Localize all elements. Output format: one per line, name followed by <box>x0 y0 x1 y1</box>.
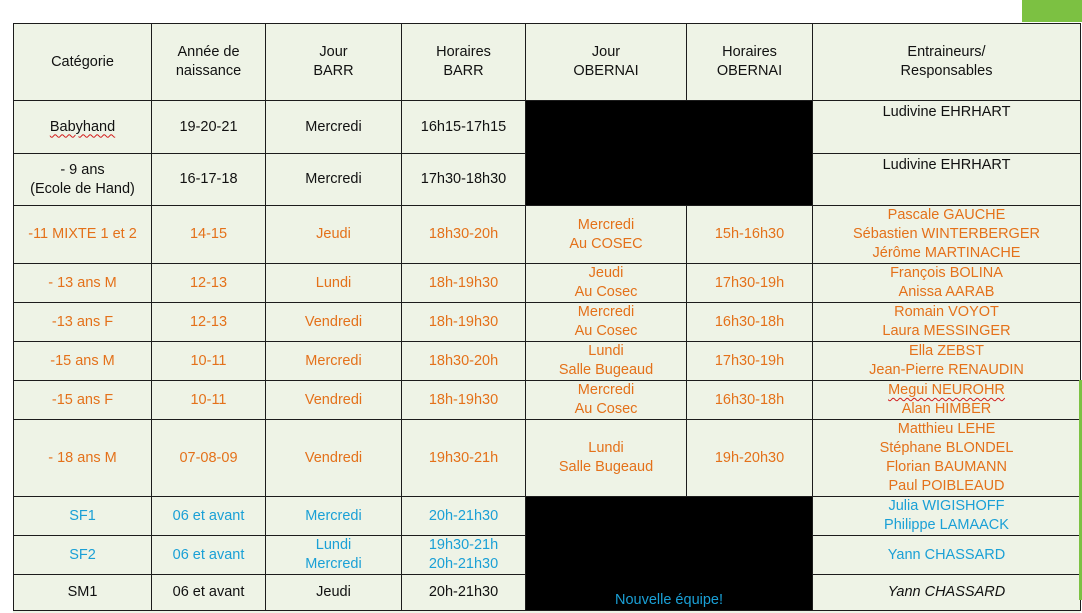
coach-cell: Pascale GAUCHE Sébastien WINTERBERGER Jérôme MARTINACHE <box>813 206 1081 264</box>
day-barr-cell: Vendredi <box>266 420 402 497</box>
decorative-green-bar <box>1022 0 1082 22</box>
training-schedule-table <box>13 23 1081 611</box>
table-row <box>14 420 1081 497</box>
coach-cell: Matthieu LEHE Stéphane BLONDEL Florian BAUMANN Paul POIBLEAUD <box>813 420 1081 497</box>
day-barr-cell: Mercredi <box>266 154 402 206</box>
day-obernai-cell: Lundi Salle Bugeaud <box>526 342 687 381</box>
day-obernai-cell: Mercredi Au COSEC <box>526 206 687 264</box>
coach-cell: Julia WIGISHOFF Philippe LAMAACK <box>813 497 1081 536</box>
day-obernai-cell: Lundi Salle Bugeaud <box>526 420 687 497</box>
day-barr-cell: Jeudi <box>266 206 402 264</box>
category-cell: - 18 ans M <box>14 420 152 497</box>
day-barr-cell: Mercredi <box>266 342 402 381</box>
header-entraineurs: Entraineurs/ Responsables <box>813 24 1081 101</box>
day-barr-cell: Mercredi <box>266 497 402 536</box>
table-row <box>14 497 1081 536</box>
birth-year-cell: 06 et avant <box>152 575 266 611</box>
hours-obernai-cell: 15h-16h30 <box>687 206 813 264</box>
birth-year-cell: 16-17-18 <box>152 154 266 206</box>
birth-year-cell: 06 et avant <box>152 536 266 575</box>
day-obernai-cell: Jeudi Au Cosec <box>526 264 687 303</box>
day-barr-cell: Lundi Mercredi <box>266 536 402 575</box>
day-obernai-cell: Mercredi Au Cosec <box>526 303 687 342</box>
hours-obernai-cell: 19h-20h30 <box>687 420 813 497</box>
hours-obernai-cell: 17h30-19h <box>687 264 813 303</box>
category-cell: -15 ans M <box>14 342 152 381</box>
header-annee: Année de naissance <box>152 24 266 101</box>
category-cell: - 9 ans (Ecole de Hand) <box>14 154 152 206</box>
category-cell: SF1 <box>14 497 152 536</box>
coach-cell: Ella ZEBST Jean-Pierre RENAUDIN <box>813 342 1081 381</box>
table-row <box>14 206 1081 264</box>
header-jour-barr: Jour BARR <box>266 24 402 101</box>
coach-cell: François BOLINA Anissa AARAB <box>813 264 1081 303</box>
day-barr-cell: Vendredi <box>266 381 402 420</box>
table-row <box>14 101 1081 154</box>
hours-barr-cell: 20h-21h30 <box>402 497 526 536</box>
birth-year-cell: 14-15 <box>152 206 266 264</box>
day-barr-cell: Vendredi <box>266 303 402 342</box>
table-row <box>14 342 1081 381</box>
header-jour-obernai: Jour OBERNAI <box>526 24 687 101</box>
coach-cell: Romain VOYOT Laura MESSINGER <box>813 303 1081 342</box>
hours-obernai-cell: 17h30-19h <box>687 342 813 381</box>
table-row <box>14 303 1081 342</box>
coach-cell: Megui NEUROHR Alan HIMBER <box>813 381 1081 420</box>
header-categorie: Catégorie <box>14 24 152 101</box>
hours-barr-cell: 19h30-21h <box>402 420 526 497</box>
hours-barr-cell: 16h15-17h15 <box>402 101 526 154</box>
table-row <box>14 381 1081 420</box>
category-cell: -13 ans F <box>14 303 152 342</box>
category-cell: Babyhand <box>14 101 152 154</box>
hours-barr-cell: 20h-21h30 <box>402 575 526 611</box>
new-team-label: Nouvelle équipe! <box>614 592 724 608</box>
hours-barr-cell: 18h-19h30 <box>402 381 526 420</box>
day-obernai-cell: Mercredi Au Cosec <box>526 381 687 420</box>
category-cell: -11 MIXTE 1 et 2 <box>14 206 152 264</box>
birth-year-cell: 12-13 <box>152 303 266 342</box>
hours-barr-cell: 18h-19h30 <box>402 303 526 342</box>
coach-cell: Yann CHASSARD <box>813 575 1081 611</box>
hours-obernai-cell: 16h30-18h <box>687 303 813 342</box>
category-cell: -15 ans F <box>14 381 152 420</box>
hours-barr-cell: 18h-19h30 <box>402 264 526 303</box>
birth-year-cell: 10-11 <box>152 342 266 381</box>
birth-year-cell: 12-13 <box>152 264 266 303</box>
birth-year-cell: 07-08-09 <box>152 420 266 497</box>
top-band <box>0 0 1082 14</box>
day-barr-cell: Mercredi <box>266 101 402 154</box>
birth-year-cell: 10-11 <box>152 381 266 420</box>
header-horaires-obernai: Horaires OBERNAI <box>687 24 813 101</box>
day-barr-cell: Lundi <box>266 264 402 303</box>
coach-cell: Ludivine EHRHART <box>813 101 1081 154</box>
header-horaires-barr: Horaires BARR <box>402 24 526 101</box>
category-cell: SM1 <box>14 575 152 611</box>
birth-year-cell: 06 et avant <box>152 497 266 536</box>
category-cell: SF2 <box>14 536 152 575</box>
header-row <box>14 24 1081 101</box>
category-cell: - 13 ans M <box>14 264 152 303</box>
new-team-block <box>526 497 813 611</box>
table-row <box>14 264 1081 303</box>
day-barr-cell: Jeudi <box>266 575 402 611</box>
hours-barr-cell: 18h30-20h <box>402 206 526 264</box>
hours-barr-cell: 17h30-18h30 <box>402 154 526 206</box>
coach-cell: Ludivine EHRHART <box>813 154 1081 206</box>
coach-cell: Yann CHASSARD <box>813 536 1081 575</box>
hours-barr-cell: 18h30-20h <box>402 342 526 381</box>
hours-obernai-cell: 16h30-18h <box>687 381 813 420</box>
birth-year-cell: 19-20-21 <box>152 101 266 154</box>
unavailable-obernai-block <box>526 101 813 206</box>
hours-barr-cell: 19h30-21h 20h-21h30 <box>402 536 526 575</box>
